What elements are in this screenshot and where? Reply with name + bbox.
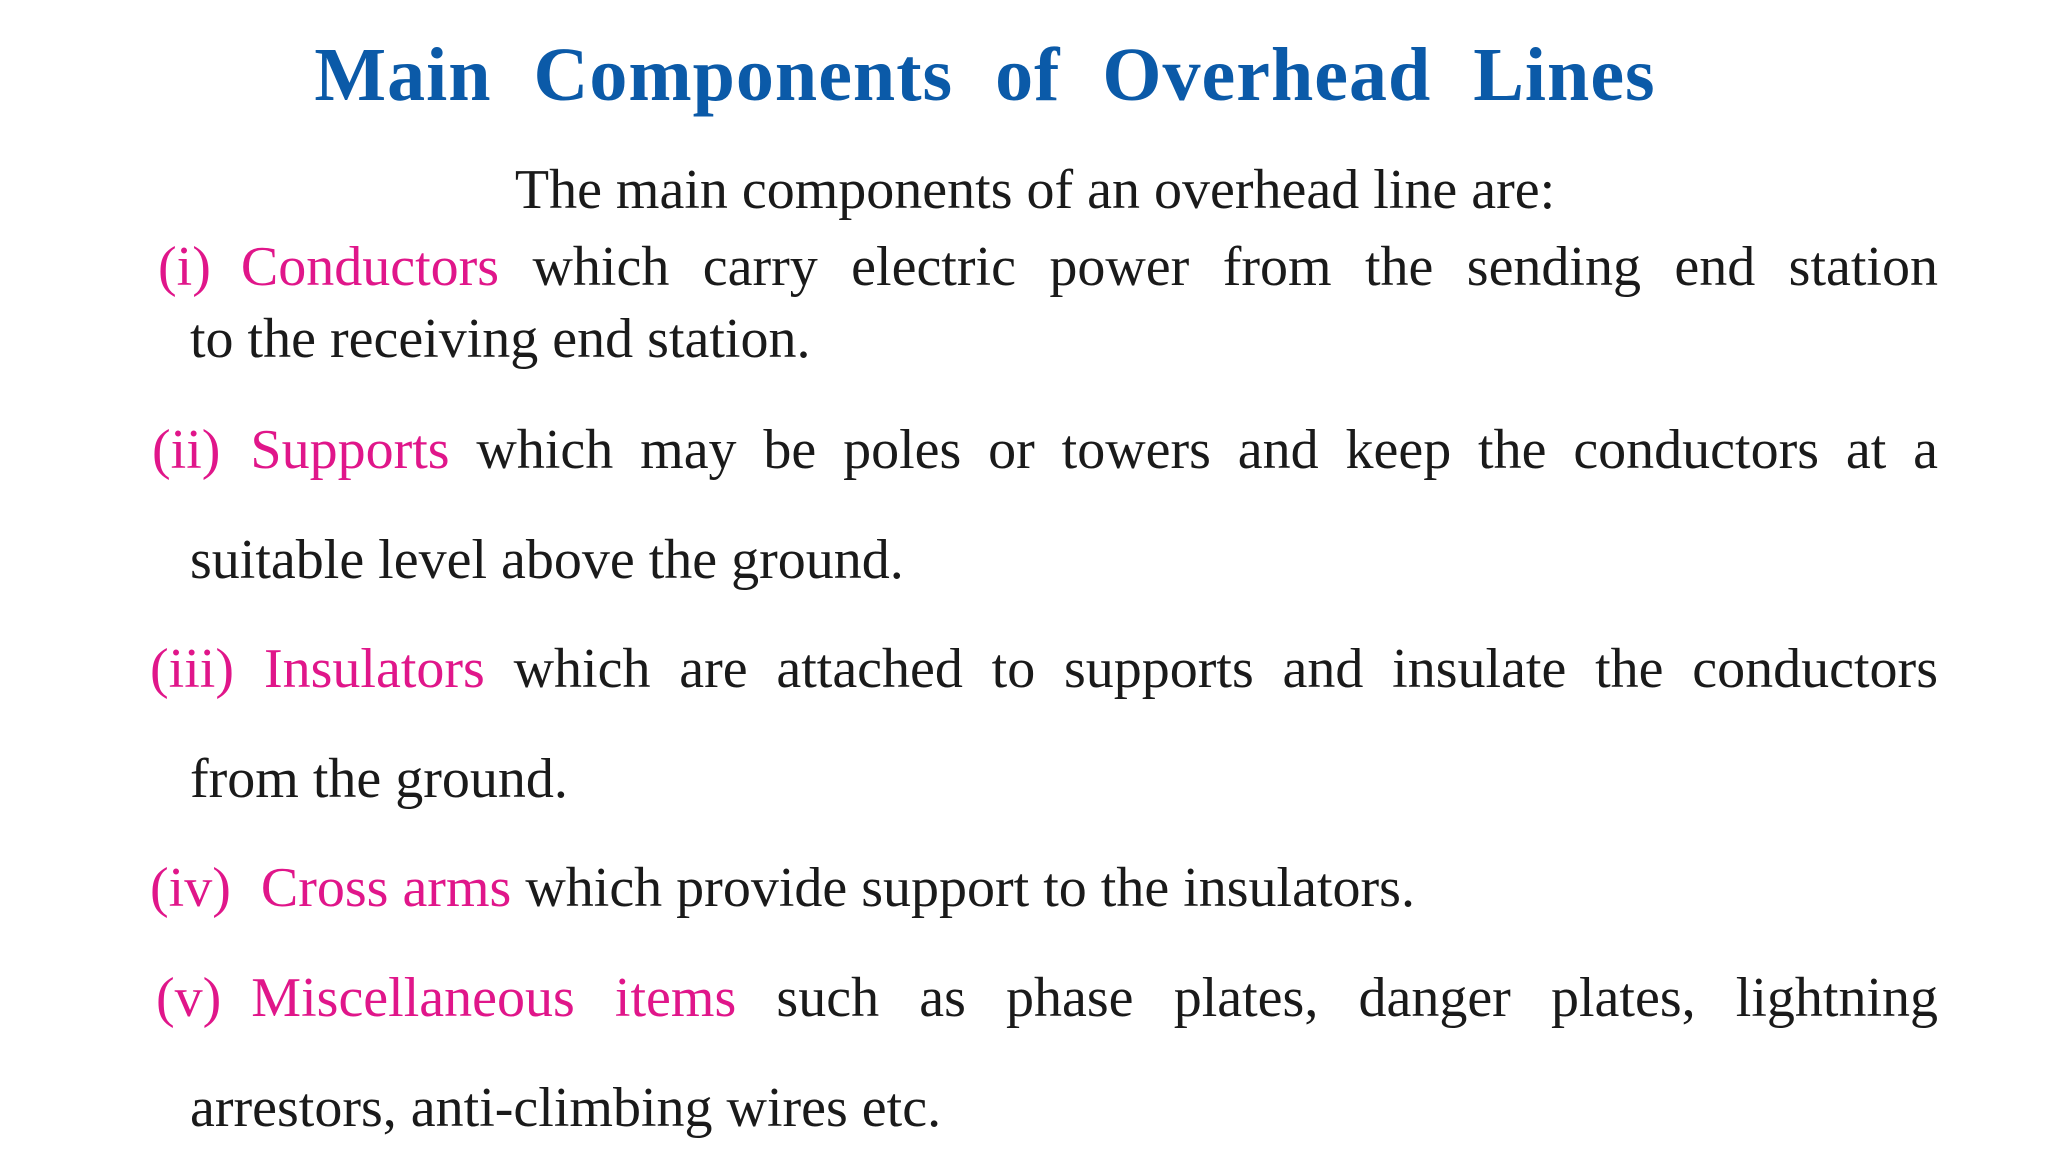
item-line-2: from the ground. — [190, 748, 568, 810]
item-term: Supports — [250, 419, 450, 481]
item-line-1 — [150, 634, 1938, 704]
item-text: which are attached to supports and insulate the conductors — [484, 638, 1938, 700]
item-term: Conductors — [240, 236, 500, 298]
item-term: Insulators — [263, 638, 485, 700]
item-marker: (i) — [158, 236, 211, 298]
item-marker: (v) — [156, 967, 222, 1029]
item-text: such as phase plates, danger plates, lightning — [736, 967, 1938, 1029]
item-line-2: suitable level above the ground. — [190, 529, 904, 591]
item-term: Miscellaneous items — [251, 967, 737, 1029]
item-line-1 — [156, 963, 1938, 1033]
item-marker: (iii) — [150, 638, 234, 700]
item-text: which carry electric power from the sending end station — [499, 236, 1938, 298]
item-marker: (ii) — [152, 419, 221, 481]
item-text: which provide support to the insulators. — [511, 857, 1415, 919]
item-line-2: arrestors, anti-climbing wires etc. — [190, 1077, 942, 1139]
item-marker: (iv) — [150, 857, 231, 919]
item-line-1 — [158, 232, 1938, 302]
page-title: Main Components of Overhead Lines — [314, 33, 1656, 117]
item-text: which may be poles or towers and keep the conductors at a — [449, 419, 1938, 481]
intro-text: The main components of an overhead line are: — [514, 159, 1556, 221]
item-line-1 — [152, 415, 1938, 485]
item-line-2: to the receiving end station. — [190, 308, 811, 370]
item-term: Cross arms — [260, 857, 512, 919]
item-line-1 — [150, 853, 1415, 923]
